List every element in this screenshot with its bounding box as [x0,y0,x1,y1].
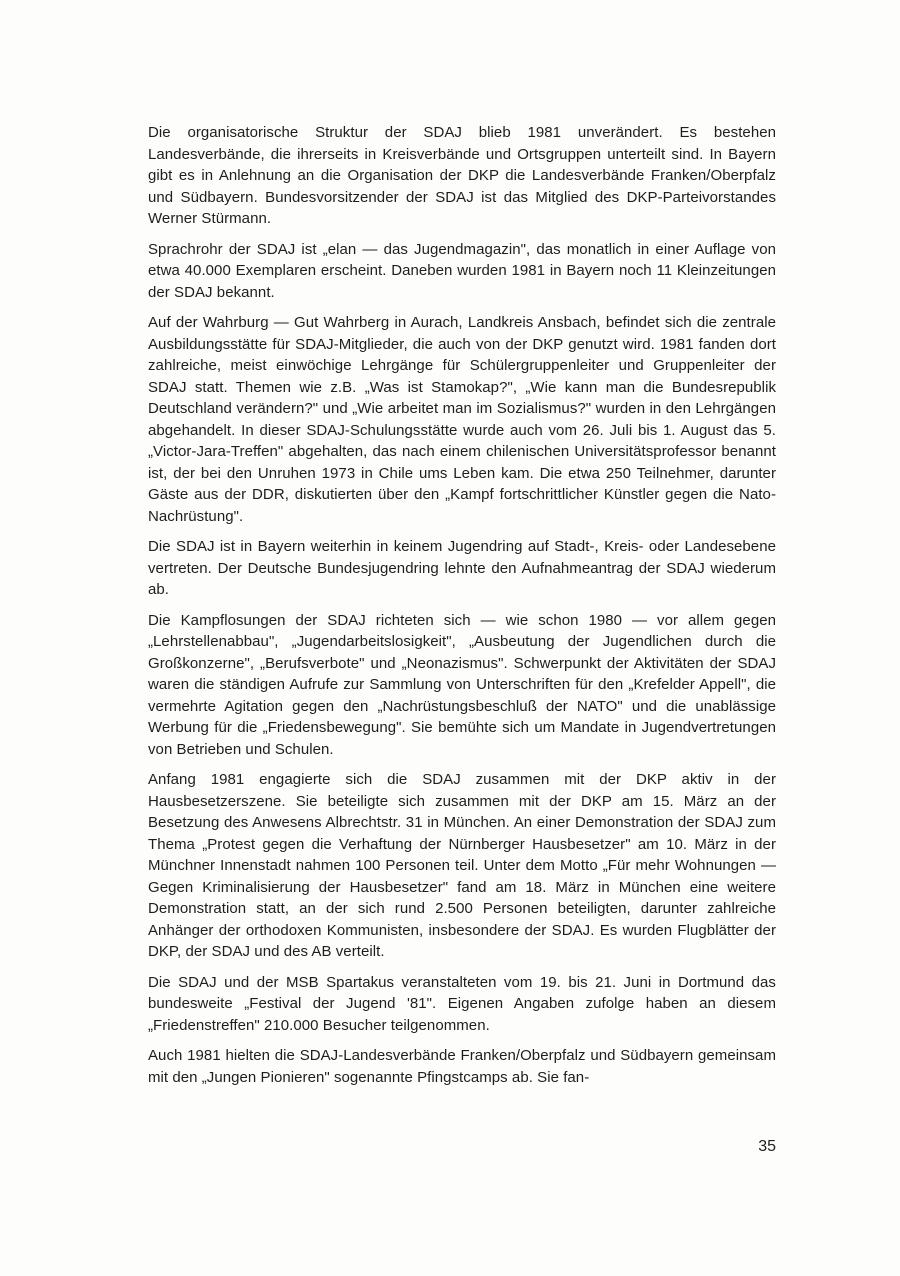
body-text [148,122,776,1097]
paragraph-jugendring: Die SDAJ ist in Bayern weiterhin in keinem Jugendring auf Stadt-, Kreis- oder Landesebene vertreten. Der Deutsche Bundesjugendring lehnte den Aufnahmeantrag der SDAJ wiederum ab. [148,538,776,598]
paragraph-festival: Die SDAJ und der MSB Spartakus veranstalteten vom 19. bis 21. Juni in Dortmund das bundesweite „Festival der Jugend '81". Eigenen Angaben zufolge haben an diesem „Friedenstreffen" 210.000 Besucher teilgenommen. [148,973,776,1034]
page-number: 35 [758,1138,776,1155]
paragraph-pfingstcamps: Auch 1981 hielten die SDAJ-Landesverbände Franken/Oberpfalz und Südbayern gemeinsam mit den „Jungen Pionieren" sogenannte Pfingstcamps ab. Sie fan- [148,1047,776,1086]
paragraph-kampflosungen: Die Kampflosungen der SDAJ richteten sich — wie schon 1980 — vor allem gegen „Lehrstellenabbau", „Jugendarbeitslosigkeit", „Ausbeutung der Jugendlichen durch die Großkonzerne", „Berufsverbote" und „Neonazismus". Schwerpunkt der Aktivitäten der SDAJ waren die ständigen Aufrufe zur Sammlung von Unterschriften für den „Krefelder Appell", die vermehrte Agitation gegen den „Nachrüstungsbeschluß der NATO" und die unablässige Werbung für die „Friedensbewegung". Sie bemühte sich um Mandate in Jugendvertretungen von Betrieben und Schulen. [148,611,776,758]
paragraph-elan-magazine: Sprachrohr der SDAJ ist „elan — das Jugendmagazin", das monatlich in einer Auflage von etwa 40.000 Exemplaren erscheint. Daneben wurden 1981 in Bayern noch 11 Kleinzeitungen der SDAJ bekannt. [148,240,776,301]
paragraph-structure: Die organisatorische Struktur der SDAJ blieb 1981 unverändert. Es bestehen Landesverbände, die ihrerseits in Kreisverbände und Ortsgruppen unterteilt sind. In Bayern gibt es in Anlehnung an die Organisation der DKP die Landesverbände Franken/Oberpfalz und Südbayern. Bundesvorsitzender der SDAJ ist das Mitglied des DKP-Parteivorstandes Werner Stürmann. [148,124,776,227]
paragraph-wahrburg: Auf der Wahrburg — Gut Wahrberg in Aurach, Landkreis Ansbach, befindet sich die zentrale Ausbildungsstätte für SDAJ-Mitglieder, die auch von der DKP genutzt wird. 1981 fanden dort zahlreiche, meist einwöchige Lehrgänge für Schülergruppenleiter und Gruppenleiter der SDAJ statt. Themen wie z.B. „Was ist Stamokap?", „Wie kann man die Bundesrepublik Deutschland verändern?" und „Wie arbeitet man im Sozialismus?" wurden in den Lehrgängen abgehandelt. In dieser SDAJ-Schulungsstätte wurde auch vom 26. Juli bis 1. August das 5. „Victor-Jara-Treffen" abgehalten, das nach einem chilenischen Universitätsprofessor benannt ist, der bei den Unruhen 1973 in Chile ums Leben kam. Die etwa 250 Teilnehmer, darunter Gäste aus der DDR, diskutierten über den „Kampf fortschrittlicher Künstler gegen die Nato-Nachrüstung". [148,314,776,525]
paragraph-hausbesetzer: Anfang 1981 engagierte sich die SDAJ zusammen mit der DKP aktiv in der Hausbesetzerszene. Sie beteiligte sich zusammen mit der DKP am 15. März an der Besetzung des Anwesens Albrechtstr. 31 in München. An einer Demonstration der SDAJ zum Thema „Protest gegen die Verhaftung der Nürnberger Hausbesetzer" am 10. März in der Münchner Innenstadt nahmen 100 Personen teil. Unter dem Motto „Für mehr Wohnungen — Gegen Kriminalisierung der Hausbesetzer" fand am 18. März in München eine weitere Demonstration statt, an der sich rund 2.500 Personen beteiligten, darunter zahlreiche Anhänger der orthodoxen Kommunisten, insbesondere der SDAJ. Es wurden Flugblätter der DKP, der SDAJ und des AB verteilt. [148,771,776,960]
